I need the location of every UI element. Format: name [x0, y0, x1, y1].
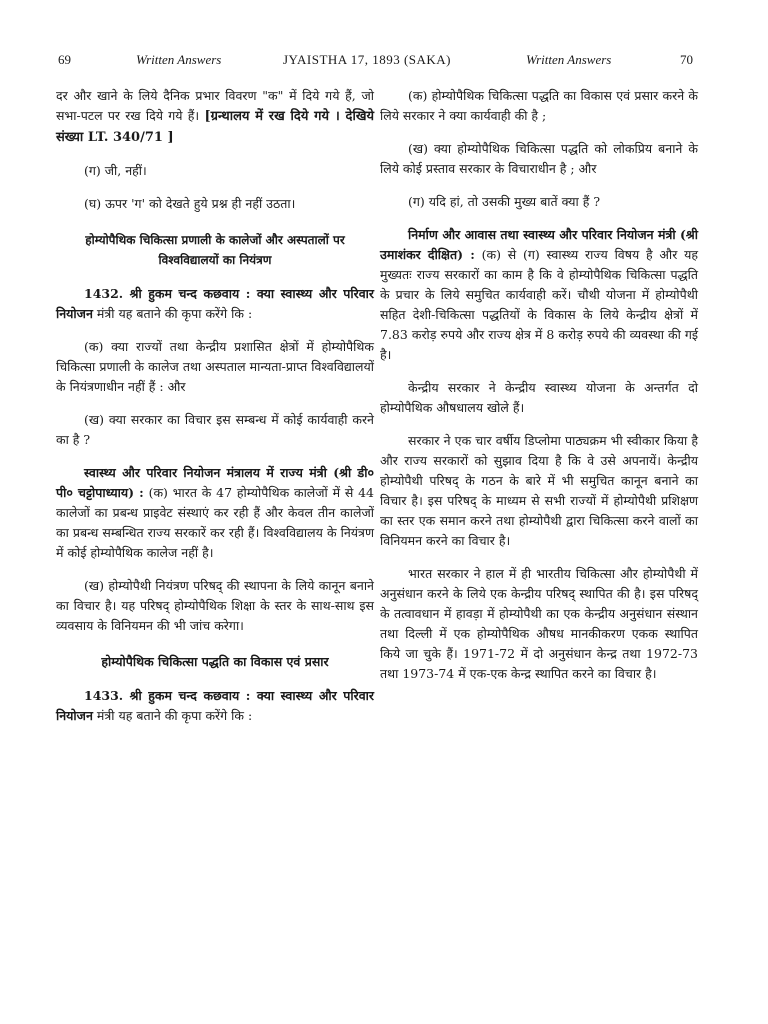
paragraph: भारत सरकार ने हाल में ही भारतीय चिकित्सा और होम्योपैथी में अनुसंधान करने के लिये एक केन्द्रीय परिषद् स्थापित की है। इस परिषद् के तत्वावधान में हावड़ा में होम्योपैथी का एक केन्द्रीय अनुसंधान संस्थान तथा दिल्ली में एक होम्योपैथिक औषध मानकीकरण एकक स्थापित किये जा चुके हैं। 1971-72 में दो अनुसंधान केन्द्र तथा 1972-73 तथा 1973-74 में एक-एक केन्द्र स्थापित करने का विचार है।	[380, 566, 698, 681]
answer-1433	[380, 225, 698, 365]
question-part-a: (क) होम्योपैथिक चिकित्सा पद्धति का विकास एवं प्रसार करने के लिये सरकार ने क्या कार्यवाही की है ;	[380, 88, 698, 123]
page-header	[58, 52, 698, 72]
question-part-b: (ख) क्या होम्योपैथिक चिकित्सा पद्धति को लोकप्रिय बनाने के लिये कोई प्रस्ताव सरकार के विचाराधीन है ; और	[380, 141, 698, 176]
answer-1432	[56, 463, 374, 563]
library-reference: [ग्रन्थालय में रख दिये गये । देखिये संख्या LT. 340/71 ]	[56, 109, 375, 145]
question-lead: 1432. श्री हुकम चन्द कछवाय : क्या स्वास्थ्य और परिवार नियोजन	[56, 286, 374, 321]
section-heading: होम्योपैथिक चिकित्सा प्रणाली के कालेजों और अस्पतालों पर विश्वविद्यालयों का नियंत्रण	[85, 233, 345, 267]
question-part-c: (ग) यदि हां, तो उसकी मुख्य बातें क्या हैं ?	[408, 194, 601, 209]
answer-lead: निर्माण और आवास तथा स्वास्थ्य और परिवार नियोजन मंत्री (श्री उमाशंकर दीक्षित) :	[380, 227, 698, 262]
answer-text: (क) से (ग) स्वास्थ्य राज्य विषय है और यह मुख्यतः राज्य सरकारों का काम है कि वे होम्योपैथिक चिकित्सा पद्धति के प्रचार के लिये समुचित कार्यवाही करें। चौथी योजना में होम्योपैथी सहित देशी-चिकित्सा पद्धतियों के विकास के लिये केन्द्रीय क्षेत्रों में 7.83 करोड़ रुपये और राज्य क्षेत्र में 8 करोड़ रुपये की व्यवस्था की गई है।	[380, 247, 698, 362]
question-1433	[56, 686, 374, 726]
question-text: मंत्री यह बताने की कृपा करेंगे कि :	[96, 306, 253, 321]
paragraph	[56, 86, 374, 148]
left-page-number: 69	[58, 52, 71, 67]
paragraph: सरकार ने एक चार वर्षीय डिप्लोमा पाठ्यक्रम भी स्वीकार किया है और राज्य सरकारों को सुझाव दिया है कि वे उसे अपनायें। केन्द्रीय होम्योपैथी परिषद् के गठन के बारे में भी समुचित कानून बनाने का विचार है। इस परिषद् के माध्यम से सभी राज्यों में होम्योपैथी प्रशिक्षण का स्तर एक समान करने तथा होम्योपैथी द्वारा चिकित्सा करने वालों का विनियमन करने का विचार है।	[380, 433, 698, 548]
right-column	[380, 86, 698, 697]
answer-text: (क) भारत के 47 होम्योपैथिक कालेजों में से 44 कालेजों का प्रबन्ध प्राइवेट संस्थाएं कर रही हैं और केवल तीन कालेजों का प्रबन्ध सम्बन्धित राज्य सरकारें कर रही हैं। विश्वविद्यालय के नियंत्रण में कोई होम्योपैथिक कालेज नहीं है।	[56, 485, 374, 560]
session-date: JYAISTHA 17, 1893 (SAKA)	[283, 52, 452, 67]
left-column	[56, 86, 374, 739]
answer-lead: स्वास्थ्य और परिवार नियोजन मंत्रालय में राज्य मंत्री (श्री डी० पी० चट्टोपाध्याय) :	[56, 465, 374, 500]
question-part-b: (ख) क्या सरकार का विचार इस सम्बन्ध में कोई कार्यवाही करने का है ?	[56, 412, 374, 447]
answer-part-g: (ग) जी, नहीं।	[84, 163, 147, 178]
paragraph-text: दर और खाने के लिये दैनिक प्रभार विवरण "क" में दिये गये हैं, जो सभा-पटल पर रख दिये गये हैं।	[56, 88, 374, 123]
right-page-number: 70	[680, 52, 693, 67]
answer-part-gh: (घ) ऊपर 'ग' को देखते हुये प्रश्न ही नहीं उठता।	[84, 196, 296, 211]
question-part-a: (क) क्या राज्यों तथा केन्द्रीय प्रशासित क्षेत्रों में होम्योपैथिक चिकित्सा प्रणाली के कालेज तथा अस्पताल मान्यता-प्राप्त विश्वविद्यालयों के नियंत्रणाधीन नहीं हैं : और	[56, 339, 374, 394]
left-running-title: Written Answers	[136, 52, 222, 67]
section-heading: होम्योपैथिक चिकित्सा पद्धति का विकास एवं प्रसार	[101, 654, 329, 669]
answer-part-b: (ख) होम्योपैथी नियंत्रण परिषद् की स्थापना के लिये कानून बनाने का विचार है। यह परिषद् होम्योपैथिक शिक्षा के स्तर के साथ-साथ इस व्यवसाय के विनियमन की भी जांच करेगा।	[56, 578, 374, 633]
question-text: मंत्री यह बताने की कृपा करेंगे कि :	[96, 708, 253, 723]
question-1432	[56, 284, 374, 324]
right-running-title: Written Answers	[526, 52, 612, 67]
question-lead: 1433. श्री हुकम चन्द कछवाय : क्या स्वास्थ्य और परिवार नियोजन	[56, 688, 374, 723]
paragraph: केन्द्रीय सरकार ने केन्द्रीय स्वास्थ्य योजना के अन्तर्गत दो होम्योपैथिक औषधालय खोले हैं।	[380, 380, 698, 415]
